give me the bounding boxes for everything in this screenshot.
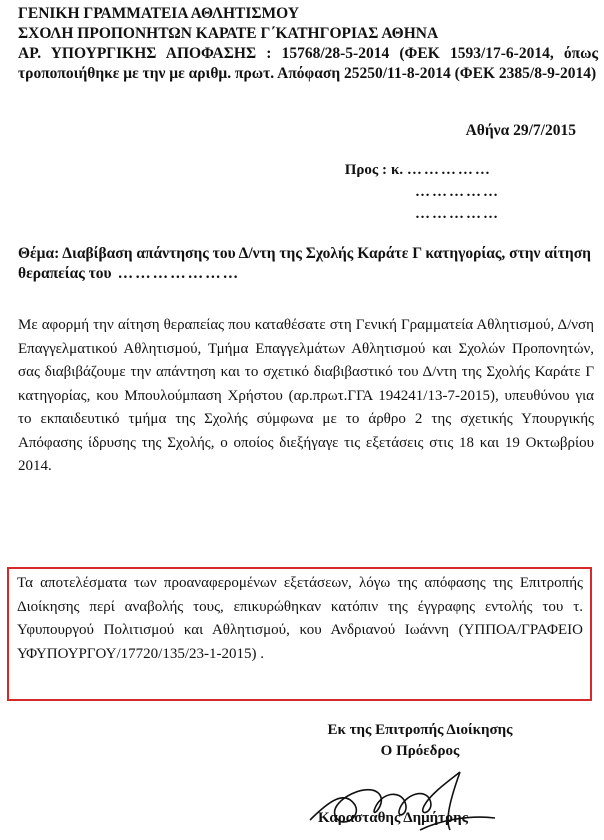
letterhead-line-3: ΑΡ. ΥΠΟΥΡΓΙΚΗΣ ΑΠΟΦΑΣΗΣ : 15768/28-5-2014 (ΦΕΚ 1593/17-6-2014, όπως τροποποιήθηκε με την με αριθμ. πρωτ. Απόφαση 25250/11-8-2014 (ΦΕΚ 2385/8-9-2014)	[18, 45, 598, 82]
letterhead	[18, 4, 598, 84]
subject-text: Θέμα: Διαβίβαση απάντησης του Δ/ντη της Σχολής Καράτε Γ κατηγορίας, στην αίτηση θεραπείας του	[18, 245, 591, 282]
letterhead-line-1: ΓΕΝΙΚΗ ΓΡΑΜΜΑΤΕΙΑ ΑΘΛΗΤΙΣΜΟΥ	[18, 5, 300, 22]
subject-line	[18, 244, 594, 284]
body-paragraph-2: Τα αποτελέσματα των προαναφερομένων εξετάσεων, λόγω της απόφασης της Επιτροπής Διοίκησης περί αναβολής τους, επικυρώθηκαν κατόπιν της έγγραφης εντολής του τ. Υφυπουργού Πολιτισμού και Αθλητισμού, κου Ανδριανού Ιωάννη (ΥΠΠΟΑ/ΓΡΑΦΕΙΟ ΥΦΥΠΟΥΡΓΟΥ/17720/135/23-1-2015) .	[17, 575, 583, 662]
signature-block	[300, 720, 540, 762]
recipient-dots-1: ……………	[406, 162, 492, 178]
letterhead-line-2: ΣΧΟΛΗ ΠΡΟΠΟΝΗΤΩΝ ΚΑΡΑΤΕ Γ΄ΚΑΤΗΓΟΡΙΑΣ ΑΘΗΝΑ	[18, 25, 439, 42]
recipient-dots-3: ……………	[415, 206, 500, 222]
signature-title-2: Ο Πρόεδρος	[380, 743, 460, 759]
signature-title-1: Εκ της Επιτροπής Διοίκησης	[327, 722, 513, 738]
recipient-prefix: κ.	[391, 162, 404, 178]
body-paragraph-1: Με αφορμή την αίτηση θεραπείας που καταθέσατε στη Γενική Γραμματεία Αθλητισμού, Δ/νση Επαγγελματικού Αθλητισμού, Τμήμα Επαγγελμάτων Αθλητισμού και Σχολών Προπονητών, σας διαβιβάζουμε την απάντηση και το σχετικό διαβιβαστικό του Δ/ντη της Σχολής Καράτε Γ κατηγορίας, κου Μπουλούμπαση Χρήστου (αρ.πρωτ.ΓΓΑ 194241/13-7-2015), υπευθύνου για το εκπαιδευτικό τμήμα της Σχολής σύμφωνα με το άρθρο 2 της σχετικής Υπουργικής Απόφασης ίδρυσης της Σχολής, ο οποίος διεξήγαγε τις εξετάσεις στις 18 και 19 Οκτωβρίου 2014.	[18, 317, 594, 474]
subject-dots: …………………	[117, 265, 241, 282]
document-date: Αθήνα 29/7/2015	[465, 122, 576, 139]
recipient-label: Προς :	[344, 162, 387, 178]
signer-name: Καρασταθης Δημήτρης	[318, 810, 468, 826]
recipient-block	[337, 162, 500, 228]
handwritten-signature	[300, 760, 500, 840]
recipient-dots-2: ……………	[415, 184, 500, 200]
